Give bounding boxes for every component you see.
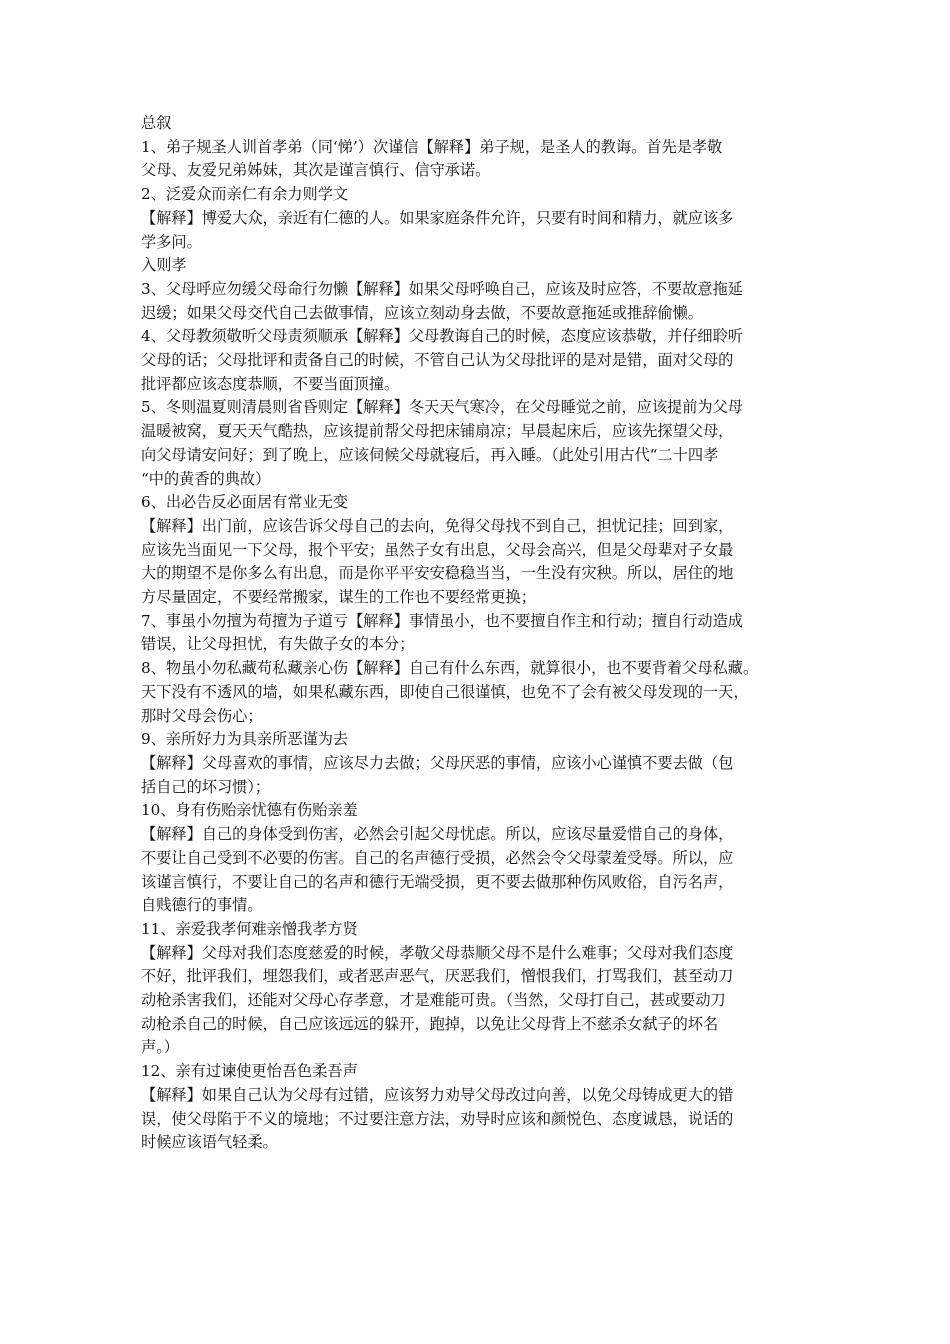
text-line: 8、物虽小勿私藏苟私藏亲心伤【解释】自己有什么东西，就算很小，也不要背着父母私藏。 [141,659,759,678]
text-line: 迟缓；如果父母交代自己去做事情，应该立刻动身去做，不要故意拖延或推辞偷懒。 [141,303,703,322]
text-line: 【解释】父母对我们态度慈爱的时候，孝敬父母恭顺父母不是什么难事；父母对我们态度 [141,943,734,962]
section-heading-filial: 入则孝 [141,256,187,275]
text-line: 自贱德行的事情。 [141,896,263,915]
text-line: 大的期望不是你多么有出息，而是你平平安安稳稳当当，一生没有灾秧。所以，居住的地 [141,564,734,583]
text-line: 动枪杀自己的时候，自己应该远远的躲开，跑掉，以免让父母背上不慈杀女弑子的坏名 [141,1014,719,1033]
text-line: 4、父母教须敬听父母责须顺承【解释】父母教诲自己的时候，态度应该恭敬，并仔细聆听 [141,327,743,346]
text-line: 7、事虽小勿擅为苟擅为子道亏【解释】事情虽小，也不要擅自作主和行动；擅自行动造成 [141,611,743,630]
text-line: 时候应该语气轻柔。 [141,1133,278,1152]
text-line: 温暖被窝，夏天天气酷热，应该提前帮父母把床铺扇凉；早晨起床后，应该先探望父母， [141,422,734,441]
text-line: 不要让自己受到不必要的伤害。自己的名声德行受损，必然会令父母蒙羞受辱。所以，应 [141,848,734,867]
section-heading-overview: 总叙 [141,114,172,132]
text-line: 错误，让父母担忧，有失做子女的本分； [141,635,415,654]
document-body [141,112,836,1155]
text-line: 【解释】自己的身体受到伤害，必然会引起父母忧虑。所以，应该尽量爱惜自己的身体， [141,825,734,844]
text-line: 动枪杀害我们，还能对父母心存孝意，才是难能可贵。（当然，父母打自己，甚或要动刀 [141,991,726,1010]
text-line: 那时父母会伤心； [141,706,263,725]
text-line: 向父母请安问好；到了晚上，应该伺候父母就寝后，再入睡。（此处引用古代“二十四孝 [141,445,719,464]
text-line: 5、冬则温夏则清晨则省昏则定【解释】冬天天气寒冷，在父母睡觉之前，应该提前为父母 [141,398,743,417]
text-line: 父母、友爱兄弟姊妹，其次是谨言慎行、信守承诺。 [141,161,491,180]
text-line: 括自己的坏习惯）； [141,777,271,796]
text-line: 误，使父母陷于不义的境地；不过要注意方法，劝导时应该和颜悦色、态度诚恳，说话的 [141,1109,734,1128]
text-line: 2、泛爱众而亲仁有余力则学文 [141,185,349,204]
text-line: 不好，批评我们，埋怨我们，或者恶声恶气，厌恶我们，憎恨我们，打骂我们，甚至动刀 [141,967,734,986]
text-line: 学多问。 [141,232,202,251]
text-line: 方尽量固定，不要经常搬家，谋生的工作也不要经常更换； [141,588,536,607]
text-line: 1、弟子规圣人训首孝弟（同‘悌’）次谨信【解释】弟子规，是圣人的教诲。首先是孝敬 [141,137,723,156]
text-line: 【解释】出门前，应该告诉父母自己的去向，免得父母找不到自己，担忧记挂；回到家， [141,516,734,535]
text-line: 11、亲爱我孝何难亲憎我孝方贤 [141,919,358,938]
text-line: 【解释】父母喜欢的事情，应该尽力去做；父母厌恶的事情，应该小心谨慎不要去做（包 [141,753,734,772]
text-line: 该谨言慎行，不要让自己的名声和德行无端受损，更不要去做那种伤风败俗，自污名声， [141,872,734,891]
text-line: 10、身有伤贻亲忧德有伤贻亲羞 [141,801,358,820]
text-line: 9、亲所好力为具亲所恶谨为去 [141,730,349,749]
text-line: 父母的话；父母批评和责备自己的时候，不管自己认为父母批评的是对是错，面对父母的 [141,351,734,370]
text-line: “中的黄香的典故） [141,469,271,488]
text-line: 天下没有不透风的墙，如果私藏东西，即使自己很谨慎，也免不了会有被父母发现的一天， [141,682,749,701]
text-line: 12、亲有过谏使更怡吾色柔吾声 [141,1062,358,1081]
text-line: 6、出必告反必面居有常业无变 [141,493,349,512]
text-line: 声。） [141,1038,179,1057]
text-line: 【解释】如果自己认为父母有过错，应该努力劝导父母改过向善，以免父母铸成更大的错 [141,1085,734,1104]
text-line: 应该先当面见一下父母，报个平安；虽然子女有出息，父母会高兴，但是父母辈对子女最 [141,540,734,559]
text-line: 批评都应该态度恭顺，不要当面顶撞。 [141,374,400,393]
text-line: 【解释】博爱大众，亲近有仁德的人。如果家庭条件允许，只要有时间和精力，就应该多 [141,208,734,227]
text-line: 3、父母呼应勿缓父母命行勿懒【解释】如果父母呼唤自己，应该及时应答，不要故意拖延 [141,279,743,298]
